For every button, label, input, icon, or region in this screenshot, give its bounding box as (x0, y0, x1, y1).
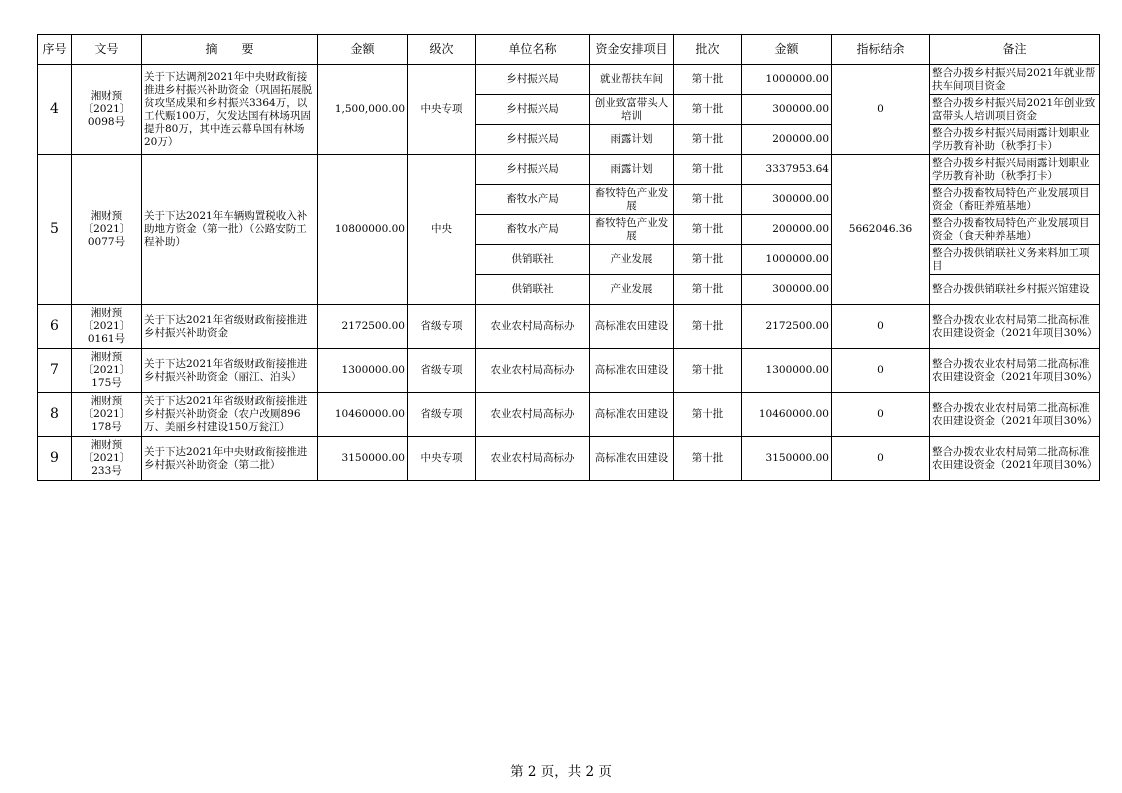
unit-cell: 农业农村局高标办 (476, 393, 590, 437)
doc-no-cell: 湘财预〔2021〕0161号 (72, 305, 142, 349)
unit-cell: 供销联社 (476, 275, 590, 305)
project-cell: 雨露计划 (590, 125, 674, 155)
header-batch: 批次 (674, 35, 742, 65)
level-cell: 省级专项 (408, 393, 476, 437)
remark-cell: 整合办拨乡村振兴局2021年创业致富带头人培训项目资金 (930, 95, 1100, 125)
alloc-amount-cell: 3150000.00 (742, 437, 832, 481)
alloc-amount-cell: 1000000.00 (742, 245, 832, 275)
unit-cell: 乡村振兴局 (476, 95, 590, 125)
amount-cell: 3150000.00 (318, 437, 408, 481)
level-cell: 省级专项 (408, 305, 476, 349)
doc-no-cell: 湘财预〔2021〕233号 (72, 437, 142, 481)
project-cell: 高标准农田建设 (590, 349, 674, 393)
batch-cell: 第十批 (674, 155, 742, 185)
header-project: 资金安排项目 (590, 35, 674, 65)
unit-cell: 农业农村局高标办 (476, 305, 590, 349)
balance-cell: 0 (832, 393, 930, 437)
remark-cell: 整合办拨乡村振兴局2021年就业帮扶车间项目资金 (930, 65, 1100, 95)
project-cell: 高标准农田建设 (590, 393, 674, 437)
amount-cell: 1300000.00 (318, 349, 408, 393)
doc-no-cell: 湘财预〔2021〕175号 (72, 349, 142, 393)
unit-cell: 畜牧水产局 (476, 215, 590, 245)
seq-cell: 5 (38, 155, 72, 305)
table-body (38, 65, 1100, 481)
balance-cell: 5662046.36 (832, 155, 930, 305)
amount-cell: 10460000.00 (318, 393, 408, 437)
doc-no-cell: 湘财预〔2021〕178号 (72, 393, 142, 437)
seq-cell: 8 (38, 393, 72, 437)
amount-cell: 1,500,000.00 (318, 65, 408, 155)
allocation-table (37, 34, 1100, 481)
header-level: 级次 (408, 35, 476, 65)
header-balance: 指标结余 (832, 35, 930, 65)
table-row (38, 305, 1100, 349)
summary-cell: 关于下达调剂2021年中央财政衔接推进乡村振兴补助资金（巩固拓展脱贫攻坚成果和乡村振兴3364万，以工代赈100万，欠发达国有林场巩固提升80万，其中连云幕阜国有林场20万） (142, 65, 318, 155)
summary-cell: 关于下达2021年省级财政衔接推进乡村振兴补助资金 (142, 305, 318, 349)
batch-cell: 第十批 (674, 95, 742, 125)
batch-cell: 第十批 (674, 245, 742, 275)
remark-cell: 整合办拨畜牧局特色产业发展项目资金（食天种养基地） (930, 215, 1100, 245)
project-cell: 雨露计划 (590, 155, 674, 185)
page-footer: 第 2 页，共 2 页 (510, 764, 612, 780)
project-cell: 高标准农田建设 (590, 305, 674, 349)
remark-cell: 整合办拨乡村振兴局雨露计划职业学历教育补助（秋季打卡） (930, 155, 1100, 185)
amount-cell: 2172500.00 (318, 305, 408, 349)
summary-cell: 关于下达2021年省级财政衔接推进乡村振兴补助资金（农户改厕896万、美丽乡村建设150万瓮江） (142, 393, 318, 437)
summary-cell: 关于下达2021年省级财政衔接推进乡村振兴补助资金（丽江、泊头） (142, 349, 318, 393)
amount-cell: 10800000.00 (318, 155, 408, 305)
level-cell: 中央专项 (408, 437, 476, 481)
balance-cell: 0 (832, 305, 930, 349)
unit-cell: 农业农村局高标办 (476, 349, 590, 393)
balance-cell: 0 (832, 349, 930, 393)
remark-cell: 整合办拨农业农村局第二批高标准农田建设资金（2021年项目30%） (930, 349, 1100, 393)
remark-cell: 整合办拨乡村振兴局雨露计划职业学历教育补助（秋季打卡） (930, 125, 1100, 155)
seq-cell: 6 (38, 305, 72, 349)
unit-cell: 乡村振兴局 (476, 65, 590, 95)
remark-cell: 整合办拨农业农村局第二批高标准农田建设资金（2021年项目30%） (930, 305, 1100, 349)
unit-cell: 畜牧水产局 (476, 185, 590, 215)
header-remark: 备注 (930, 35, 1100, 65)
batch-cell: 第十批 (674, 215, 742, 245)
alloc-amount-cell: 1000000.00 (742, 65, 832, 95)
alloc-amount-cell: 300000.00 (742, 275, 832, 305)
project-cell: 创业致富带头人培训 (590, 95, 674, 125)
level-cell: 省级专项 (408, 349, 476, 393)
remark-cell: 整合办拨农业农村局第二批高标准农田建设资金（2021年项目30%） (930, 393, 1100, 437)
batch-cell: 第十批 (674, 349, 742, 393)
alloc-amount-cell: 3337953.64 (742, 155, 832, 185)
batch-cell: 第十批 (674, 275, 742, 305)
remark-cell: 整合办拨农业农村局第二批高标准农田建设资金（2021年项目30%） (930, 437, 1100, 481)
alloc-amount-cell: 2172500.00 (742, 305, 832, 349)
batch-cell: 第十批 (674, 437, 742, 481)
summary-cell: 关于下达2021年车辆购置税收入补助地方资金（第一批）（公路安防工程补助） (142, 155, 318, 305)
alloc-amount-cell: 1300000.00 (742, 349, 832, 393)
batch-cell: 第十批 (674, 185, 742, 215)
unit-cell: 农业农村局高标办 (476, 437, 590, 481)
alloc-amount-cell: 300000.00 (742, 95, 832, 125)
alloc-amount-cell: 200000.00 (742, 125, 832, 155)
batch-cell: 第十批 (674, 65, 742, 95)
summary-cell: 关于下达2021年中央财政衔接推进乡村振兴补助资金（第二批） (142, 437, 318, 481)
unit-cell: 乡村振兴局 (476, 125, 590, 155)
batch-cell: 第十批 (674, 393, 742, 437)
level-cell: 中央 (408, 155, 476, 305)
seq-cell: 9 (38, 437, 72, 481)
table-row (38, 393, 1100, 437)
project-cell: 产业发展 (590, 275, 674, 305)
header-doc-no: 文号 (72, 35, 142, 65)
remark-cell: 整合办拨畜牧局特色产业发展项目资金（畜旺养殖基地） (930, 185, 1100, 215)
header-summary: 摘 要 (142, 35, 318, 65)
project-cell: 就业帮扶车间 (590, 65, 674, 95)
unit-cell: 乡村振兴局 (476, 155, 590, 185)
table-row (38, 437, 1100, 481)
alloc-amount-cell: 200000.00 (742, 215, 832, 245)
alloc-amount-cell: 300000.00 (742, 185, 832, 215)
table-row (38, 65, 1100, 95)
project-cell: 畜牧特色产业发展 (590, 185, 674, 215)
seq-cell: 4 (38, 65, 72, 155)
seq-cell: 7 (38, 349, 72, 393)
project-cell: 高标准农田建设 (590, 437, 674, 481)
remark-cell: 整合办拨供销联社义务来料加工项目 (930, 245, 1100, 275)
balance-cell: 0 (832, 65, 930, 155)
level-cell: 中央专项 (408, 65, 476, 155)
unit-cell: 供销联社 (476, 245, 590, 275)
header-alloc-amount: 金额 (742, 35, 832, 65)
project-cell: 产业发展 (590, 245, 674, 275)
table-row (38, 155, 1100, 185)
remark-cell: 整合办拨供销联社乡村振兴馆建设 (930, 275, 1100, 305)
header-row (38, 35, 1100, 65)
table-row (38, 349, 1100, 393)
project-cell: 畜牧特色产业发展 (590, 215, 674, 245)
header-seq: 序号 (38, 35, 72, 65)
batch-cell: 第十批 (674, 305, 742, 349)
header-amount: 金额 (318, 35, 408, 65)
balance-cell: 0 (832, 437, 930, 481)
doc-no-cell: 湘财预〔2021〕0077号 (72, 155, 142, 305)
header-unit: 单位名称 (476, 35, 590, 65)
batch-cell: 第十批 (674, 125, 742, 155)
alloc-amount-cell: 10460000.00 (742, 393, 832, 437)
doc-no-cell: 湘财预〔2021〕0098号 (72, 65, 142, 155)
